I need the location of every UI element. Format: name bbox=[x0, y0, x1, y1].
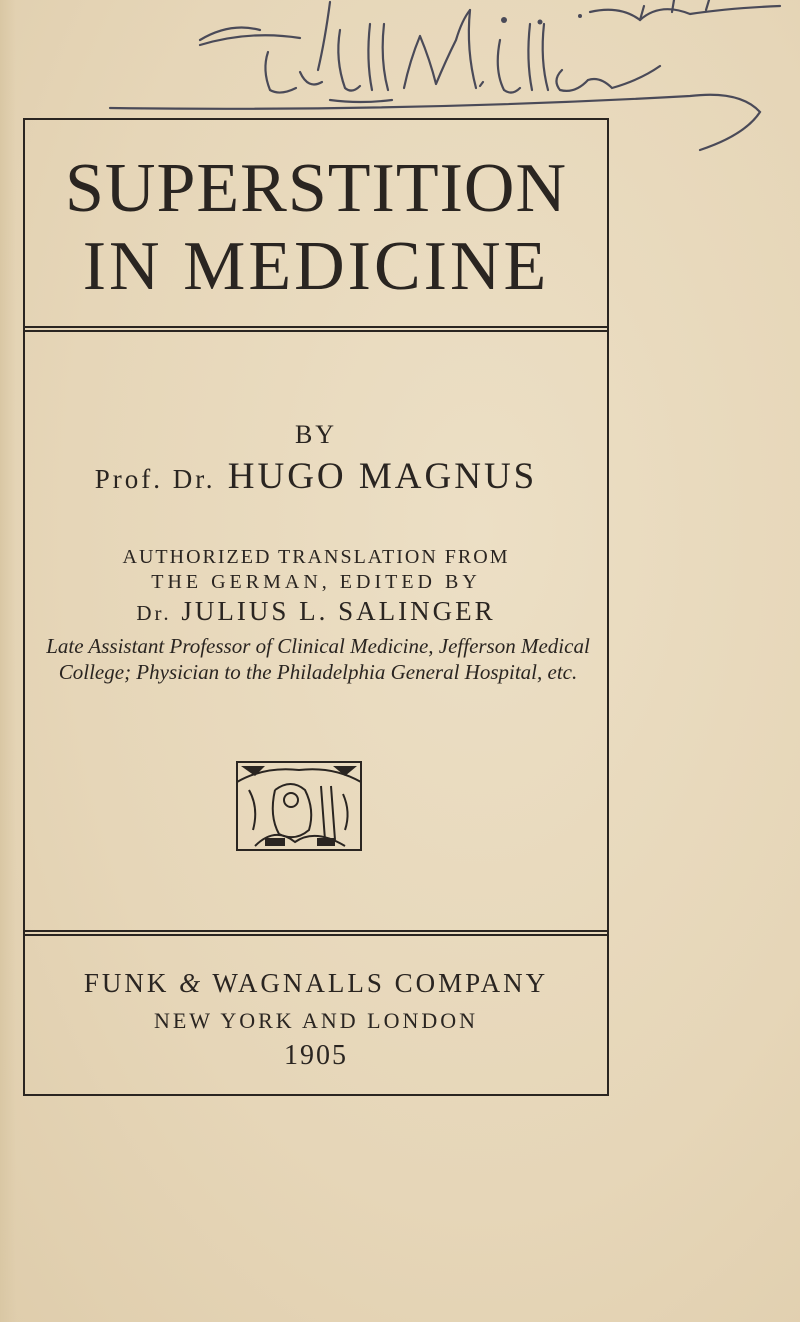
by-label: BY bbox=[294, 420, 338, 449]
editor-line bbox=[25, 596, 607, 627]
publication-year: 1905 bbox=[284, 1040, 348, 1071]
author-line bbox=[25, 455, 607, 498]
editor-name: JULIUS L. SALINGER bbox=[181, 596, 496, 626]
publisher-name-part-1: FUNK bbox=[83, 968, 170, 998]
book-title-line-2: IN MEDICINE bbox=[82, 228, 550, 305]
book-title-line-1: SUPERSTITION bbox=[64, 150, 568, 227]
editor-prefix: Dr. bbox=[136, 601, 172, 625]
publisher-name-part-2: WAGNALLS COMPANY bbox=[212, 968, 549, 998]
author-prefix: Prof. Dr. bbox=[94, 464, 216, 494]
editor-credentials: Late Assistant Professor of Clinical Medicine, Jefferson Medical College; Physician to the Philadelphia General Hospital, etc. bbox=[46, 634, 590, 684]
publisher-name bbox=[25, 968, 607, 999]
imprint-box bbox=[25, 930, 607, 1094]
publisher-cities: NEW YORK AND LONDON bbox=[153, 1008, 479, 1033]
title-page-frame bbox=[23, 118, 609, 1096]
scan-edge-shadow bbox=[0, 0, 16, 1322]
translation-line-2: THE GERMAN, EDITED BY bbox=[151, 571, 481, 593]
publisher-device-icon bbox=[235, 760, 363, 852]
publisher-ampersand: & bbox=[179, 968, 204, 998]
title-box bbox=[25, 120, 607, 332]
author-name: HUGO MAGNUS bbox=[227, 456, 538, 497]
translation-line-1: AUTHORIZED TRANSLATION FROM bbox=[122, 546, 510, 568]
